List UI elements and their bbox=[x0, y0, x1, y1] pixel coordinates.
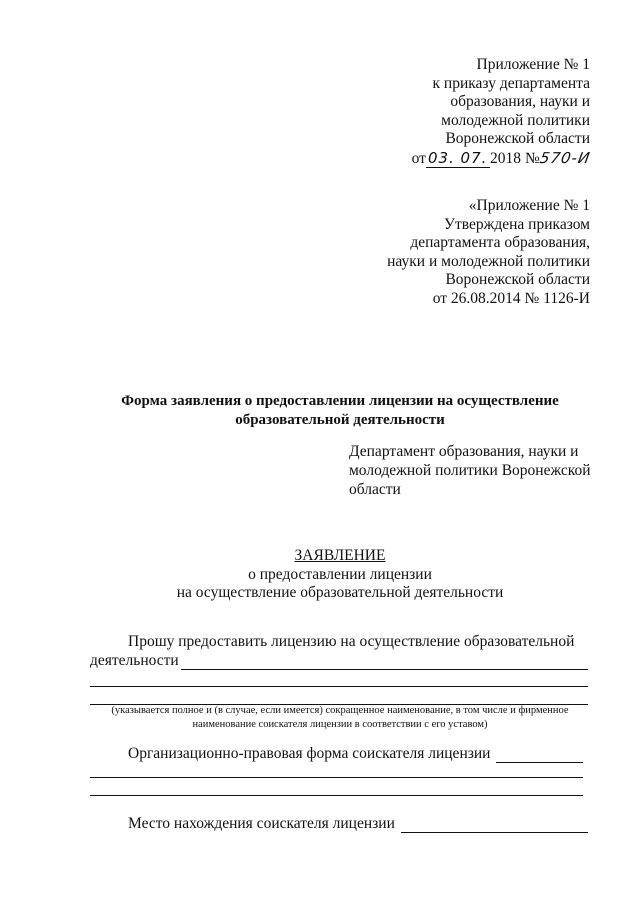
legal-form-field[interactable] bbox=[496, 748, 583, 763]
appendix-1-line: Воронежской области bbox=[445, 130, 590, 147]
date-prefix: от bbox=[411, 149, 426, 167]
legal-form-field-line[interactable] bbox=[90, 795, 583, 796]
organization-name-row bbox=[90, 652, 588, 670]
organization-name-field-line[interactable] bbox=[90, 686, 588, 687]
appendix-2-date: от 26.08.2014 № 1126-И bbox=[432, 289, 590, 307]
appendix-1-header bbox=[300, 56, 590, 168]
form-title-line: Форма заявления о предоставлении лицензии на осуществление bbox=[121, 393, 559, 409]
order-date-line bbox=[300, 149, 590, 169]
organization-name-field[interactable] bbox=[181, 655, 588, 670]
legal-form-row bbox=[128, 745, 583, 763]
appendix-1-line: к приказу департамента bbox=[432, 74, 590, 92]
location-row bbox=[128, 815, 588, 833]
field-hint bbox=[90, 704, 590, 732]
appendix-1-line: молодежной политики bbox=[441, 111, 590, 129]
statement-subtitle: о предоставлении лицензии bbox=[248, 565, 432, 583]
handwritten-date: 03. 07. bbox=[426, 149, 490, 169]
appendix-2-line: науки и молодежной политики bbox=[387, 252, 590, 270]
appendix-2-line: Воронежской области bbox=[445, 271, 590, 288]
location-field[interactable] bbox=[401, 818, 588, 833]
statement-heading bbox=[60, 547, 620, 603]
addressee-line: области bbox=[349, 481, 401, 498]
legal-form-label: Организационно-правовая форма соискателя лицензии bbox=[128, 745, 491, 762]
appendix-1-line: образования, науки и bbox=[450, 93, 590, 110]
appendix-2-line: Утверждена приказом bbox=[444, 215, 590, 233]
handwritten-order-number: 570-И bbox=[538, 148, 592, 167]
addressee-line: молодежной политики Воронежской bbox=[349, 462, 591, 479]
appendix-2-header bbox=[300, 197, 590, 308]
number-prefix: № bbox=[524, 149, 540, 167]
request-paragraph-line bbox=[128, 633, 598, 651]
appendix-2-title: «Приложение № 1 bbox=[468, 197, 590, 214]
legal-form-field-line[interactable] bbox=[90, 777, 583, 778]
location-label: Место нахождения соискателя лицензии bbox=[128, 815, 395, 832]
addressee-block bbox=[349, 442, 599, 499]
statement-subtitle: на осуществление образовательной деятельности bbox=[176, 584, 504, 601]
appendix-2-line: департамента образования, bbox=[410, 234, 590, 251]
form-title bbox=[60, 392, 620, 430]
request-text-cont: деятельности bbox=[90, 652, 179, 669]
field-hint-line: (указывается полное и (в случае, если имеется) сокращенное наименование, в том числе и фирменное bbox=[111, 705, 569, 716]
addressee-line: Департамент образования, науки и bbox=[349, 443, 579, 460]
request-text: Прошу предоставить лицензию на осуществление образовательной bbox=[128, 633, 575, 650]
statement-title: ЗАЯВЛЕНИЕ bbox=[294, 547, 386, 564]
field-hint-line: наименование соискателя лицензии в соответствии с его уставом) bbox=[192, 719, 488, 730]
form-title-line: образовательной деятельности bbox=[235, 412, 445, 428]
appendix-1-title: Приложение № 1 bbox=[476, 56, 590, 73]
order-year: 2018 bbox=[489, 149, 521, 167]
